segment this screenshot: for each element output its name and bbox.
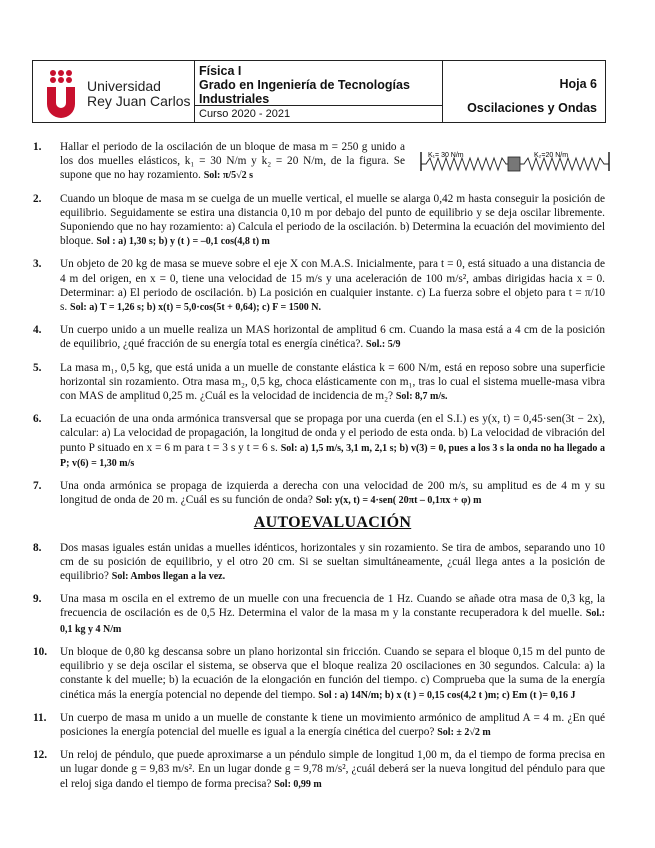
subject-name: Física I	[199, 64, 242, 78]
subject-cell	[195, 61, 443, 122]
problem-number: 4.	[33, 324, 42, 337]
university-line-2: Rey Juan Carlos	[87, 93, 191, 109]
problem-number: 3.	[33, 258, 42, 271]
problem-solution: Sol.: 5/9	[366, 339, 401, 351]
problem-solution: Sol: 0,99 m	[274, 778, 322, 790]
problem-text: Un cuerpo unido a un muelle realiza un MAS horizontal de amplitud 6 cm. Cuando la masa está a 4 cm de la posición de equilibrio, ¿qué fracción de su energía total es energía cinética?.	[60, 324, 605, 351]
problem-item	[33, 645, 605, 703]
problem-item	[33, 541, 605, 585]
divider	[195, 105, 442, 106]
problem-text: Dos masas iguales están unidas a muelles idénticos, horizontales y sin rozamiento. Se tira de ambos, separando uno 10 cm de su posición de equilibrio, y el otro 20 cm. Si se sueltan simultáneamente, ¿cuál llega antes a la posición de equilibrio?	[60, 541, 605, 583]
problem-item	[33, 192, 605, 250]
problem-text: Un objeto de 20 kg de masa se mueve sobre el eje X con M.A.S. Inicialmente, para t = 0, está situado a una distancia de 4 m del origen, en x = 0, tiene una velocidad de 15 m/s y una aceleración de 100 m/s², ambas dirigidas hacia x = 0. Determinar: a) El periodo de oscilación. b) La posición en cualquier instante. c) La fuerza sobre el objeto para t = π/10 s.	[60, 258, 605, 314]
problem-text: Hallar el periodo de la oscilación de un bloque de masa m = 250 g unido a los dos muelles elásticos, k₁ = 30 N/m y k₂ = 20 N/m, de la figura. Se supone que no hay rozamiento.	[60, 141, 405, 182]
problem-item	[33, 479, 605, 508]
university-logo-cell	[33, 61, 195, 122]
problem-list	[33, 140, 605, 800]
problem-number: 12.	[33, 749, 48, 762]
problem-item	[33, 748, 605, 792]
problem-item	[33, 140, 405, 184]
problem-text: La masa m₁, 0,5 kg, que está unida a un muelle de constante elástica k = 600 N/m, está en reposo sobre una superficie horizontal sin rozamiento. Otra masa m₂, 0,5 kg, choca elásticamente con m₁, tras lo cual el sistema muelle-masa vibra con MAS de amplitud 0,25 m. ¿Cuál es la velocidad de incidencia de m₂?	[60, 361, 605, 403]
degree-name: Grado en Ingeniería de Tecnologías Industriales	[199, 78, 410, 106]
university-name	[87, 79, 191, 109]
problem-text: Un cuerpo de masa m unido a un muelle de constante k tiene un movimiento armónico de amplitud A = 4 m. ¿En qué posiciones la energía potencial del muelle es igual a la energía cinética del cuerpo?	[60, 711, 605, 738]
problem-number: 9.	[33, 593, 42, 606]
sheet-topic: Oscilaciones y Ondas	[467, 101, 597, 115]
problem-solution: Sol: a) T = 1,26 s; b) x(t) = 5,0·cos(5t + 0,64); c) F = 1500 N.	[70, 302, 321, 314]
course-year: Curso 2020 - 2021	[199, 108, 291, 120]
spring-k2-label: K₂=20 N/m	[534, 152, 569, 159]
sheet-cell	[443, 61, 605, 122]
problem-item	[33, 711, 605, 740]
page-header	[32, 60, 606, 123]
problem-solution: Sol: π/5√2 s	[203, 170, 253, 182]
problem-solution: Sol: Ambos llegan a la vez.	[111, 571, 226, 583]
problem-number: 6.	[33, 413, 42, 426]
problem-solution: Sol : a) 14N/m; b) x (t ) = 0,15 cos(4,2 t )m; c) Em (t )= 0,16 J	[318, 689, 576, 701]
problem-text: Cuando un bloque de masa m se cuelga de un muelle vertical, el muelle se alarga 0,42 m hasta conseguir la posición de equilibrio. Seguidamente se estira una distancia 0,10 m por debajo del punto de equilibrio y se deja oscilar libremente. Suponiendo que no hay rozamiento: a) Calcula el periodo de la oscilación. b) Determina la ecuación del movimiento del bloque.	[60, 192, 605, 248]
problem-solution: Sol: 8,7 m/s.	[395, 391, 448, 403]
problem-solution: Sol: y(x, t) = 4·sen( 20πt – 0,1πx + φ) m	[315, 495, 482, 507]
problem-number: 2.	[33, 192, 42, 205]
problem-solution: Sol: ± 2√2 m	[437, 726, 491, 738]
problem-solution: Sol.: 0,1 kg y 4 N/m	[60, 608, 605, 635]
problem-number: 10.	[33, 645, 48, 658]
problem-item	[33, 257, 605, 315]
problem-item	[33, 361, 605, 405]
sheet-number: Hoja 6	[559, 77, 597, 91]
problem-item	[33, 412, 605, 471]
problem-text: La ecuación de una onda armónica transversal que se propaga por una cuerda (en el S.I.) es y(x, t) = 0,45·sen(3t − 2x), calcular: a) La velocidad de propagación, la longitud de onda y el periodo de esta onda. b) La velocidad de vibración del punto P situado en x = 6 m para t = 3 s y t = 6 s.	[60, 413, 605, 454]
problem-number: 7.	[33, 480, 42, 493]
university-line-1: Universidad	[87, 78, 161, 94]
problem-number: 5.	[33, 361, 42, 374]
problem-number: 8.	[33, 541, 42, 554]
section-title: AUTOEVALUACIÓN	[253, 514, 412, 532]
problem-text: Una masa m oscila en el extremo de un muelle con una frecuencia de 1 Hz. Cuando se añade otra masa de 0,3 kg, la frecuencia de oscilación es de 0,5 Hz. Determina el valor de la masa m y la constante recuperadora k del muelle.	[60, 593, 605, 620]
problem-text: Un reloj de péndulo, que puede aproximarse a un péndulo simple de longitud 1,00 m, da el tiempo de forma precisa en un lugar donde g = 9,83 m/s². En un lugar donde g = 9,78 m/s², ¿cuál deberá ser la nueva longitud del péndulo para que el reloj siga dando el tiempo de forma precisa?	[60, 749, 605, 790]
problem-text: Un bloque de 0,80 kg descansa sobre un plano horizontal sin fricción. Cuando se separa el bloque 0,15 m del punto de equilibrio y se deja oscilar el sistema, se observa que el bloque realiza 20 oscilaciones en 30 segundos. Calcula: a) la constante k del muelle; b) la ecuación de la elongación en función del tiempo. c) Comprueba que la suma de la energía cinética más la energía potencial no depende del tiempo.	[60, 645, 605, 701]
university-logo-icon	[41, 67, 87, 119]
problem-item	[33, 592, 605, 637]
problem-number: 11.	[33, 711, 47, 724]
problem-solution: Sol : a) 1,30 s; b) y (t ) = –0,1 cos(4,8 t) m	[96, 236, 270, 248]
problem-item	[33, 323, 605, 352]
spring-k1-label: K₁= 30 N/m	[428, 152, 464, 159]
problem-text: Una onda armónica se propaga de izquierda a derecha con una velocidad de 200 m/s, su amplitud es de 4 m y su longitud de onda de 20 m. ¿Cuál es su función de onda?	[60, 480, 605, 507]
problem-number: 1.	[33, 141, 42, 153]
problem-solution: Sol: a) 1,5 m/s, 3,1 m, 2,1 s; b) v(3) = 0, pues a los 3 s la onda no ha llegado a P; v(6) = 1,30 m/s	[60, 442, 605, 469]
